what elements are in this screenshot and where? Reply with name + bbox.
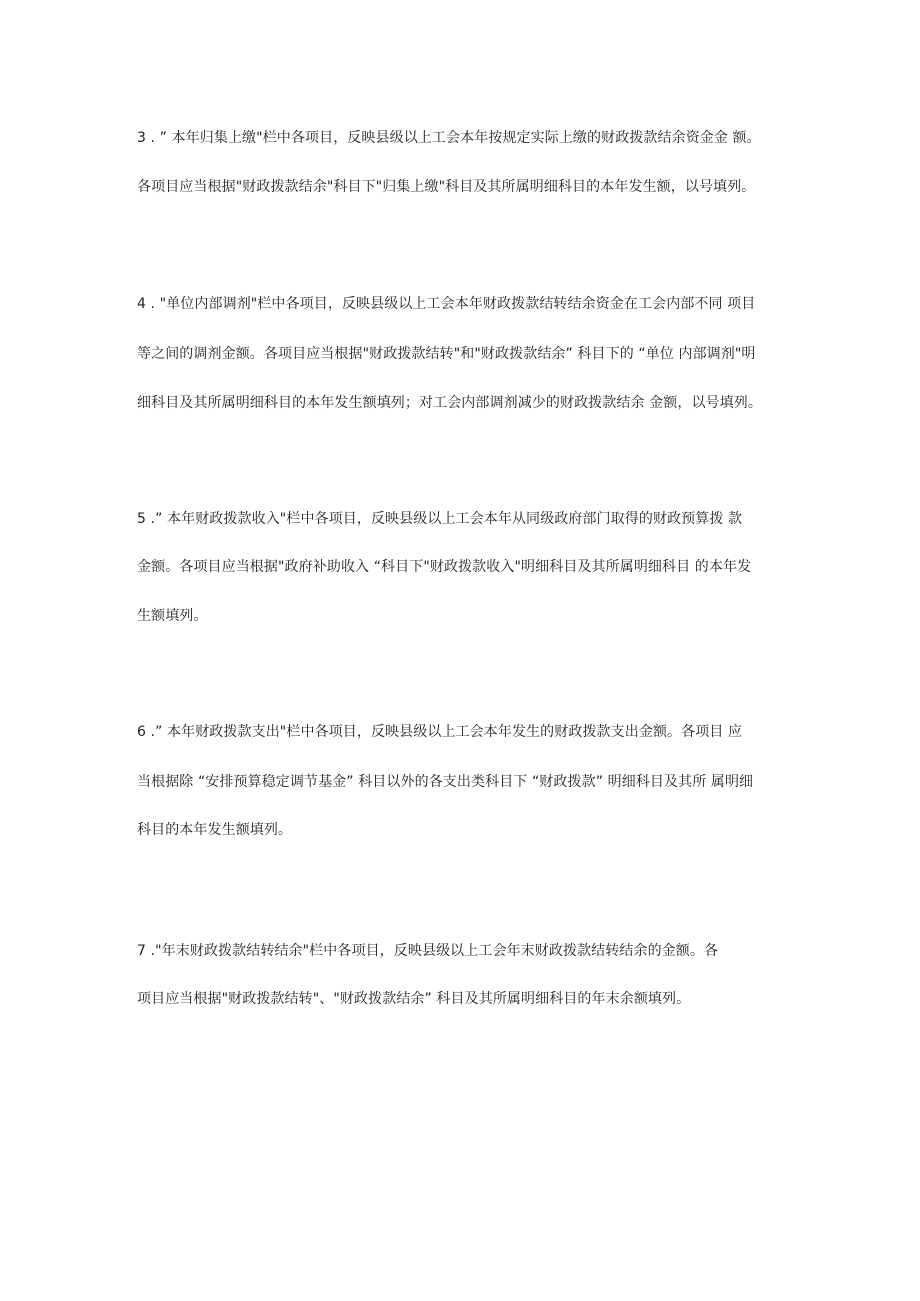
paragraph-line: 科目的本年发生额填列。	[137, 822, 293, 838]
paragraph-line: 5 .” 本年财政拨款收入"栏中各项目，反映县级以上工会本年从同级政府部门取得的财政预算拨 款	[137, 511, 743, 527]
paragraph-line: 6 .” 本年财政拨款支出"栏中各项目，反映县级以上工会本年发生的财政拨款支出金额。各项目 应	[137, 724, 743, 740]
paragraph-line: 细科目及其所属明细科目的本年发生额填列；对工会内部调剂减少的财政拨款结余 金额，以号填列。	[137, 395, 762, 411]
paragraph-line: 项目应当根据"财政拨款结转"、"财政拨款结余” 科目及其所属明细科目的年末余额填列。	[137, 991, 691, 1007]
paragraph-line: 等之间的调剂金额。各项目应当根据"财政拨款结转"和"财政拨款结余” 科目下的 “单位 内部调剂"明	[137, 346, 756, 362]
paragraph-line: 金额。各项目应当根据"政府补助收入 “科目下"财政拨款收入"明细科目及其所属明细科目 的本年发	[137, 559, 752, 575]
paragraph-line: 生额填列。	[137, 608, 208, 624]
paragraph-line: 当根据除 “安排预算稳定调节基金” 科目以外的各支出类科目下 “财政拨款” 明细科目及其所 属明细	[137, 774, 754, 790]
paragraph-line: 7 ."年末财政拨款结转结余"栏中各项目，反映县级以上工会年末财政拨款结转结余的金额。各	[137, 943, 719, 959]
paragraph-line: 3 . ” 本年归集上缴"栏中各项目，反映县级以上工会本年按规定实际上缴的财政拨款结余资金金 额。	[137, 130, 761, 146]
paragraph-line: 4 . "单位内部调剂"栏中各项目，反映县级以上工会本年财政拨款结转结余资金在工会内部不同 项目	[137, 296, 756, 312]
paragraph-line: 各项目应当根据"财政拨款结余"科目下"归集上缴"科目及其所属明细科目的本年发生额，以号填列。	[137, 179, 756, 195]
